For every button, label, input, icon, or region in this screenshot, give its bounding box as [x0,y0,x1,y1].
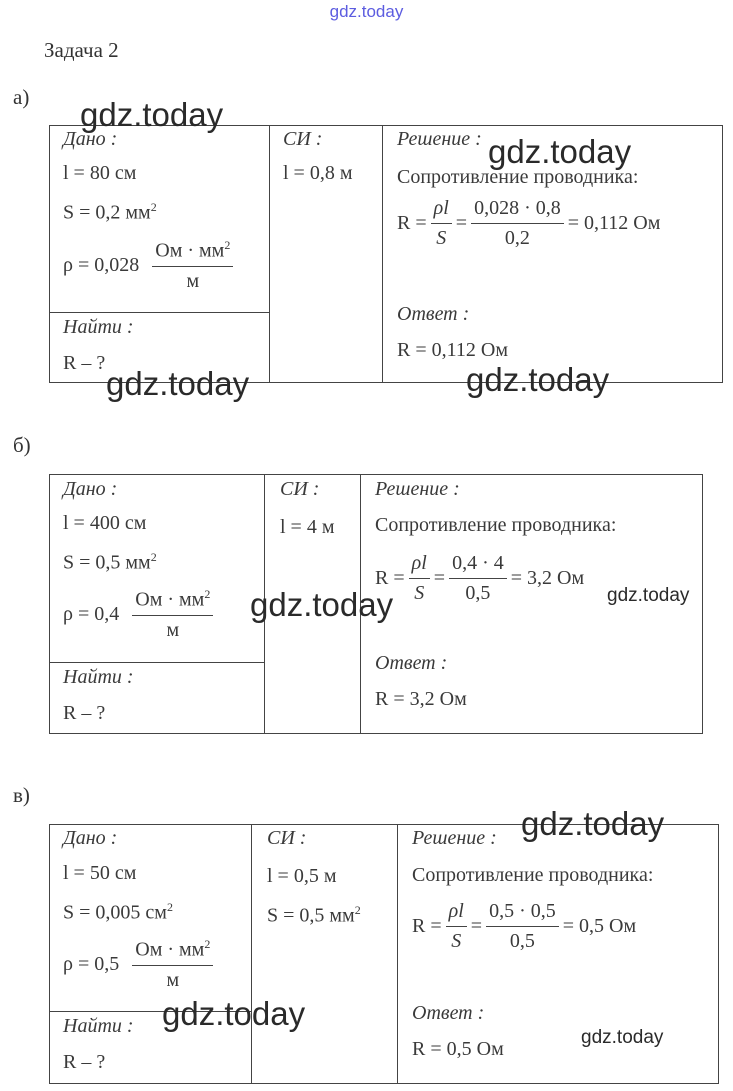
si-header: СИ : [280,478,320,500]
answer-value: R = 0,112 Ом [397,339,508,361]
find-header: Найти : [63,316,134,338]
answer-value: R = 3,2 Ом [375,688,467,710]
part-c-label: в) [13,783,30,807]
given-resistivity: ρ = 0,028 $\frac{Ом \cdot мм^2}{м}$ [63,238,233,293]
solution-formula: R = $\frac{\rho l}{S}$ = $\frac{0,5 \cdot 0,5}{0,5}$ = 0,5 Ом [412,900,637,952]
watermark: gdz.today [488,133,632,170]
given-area: S = 0,2 $мм^2$ [63,200,157,224]
find-header: Найти : [63,1015,134,1037]
answer-value: R = 0,5 Ом [412,1038,504,1060]
solution-text: Сопротивление проводника: [412,864,654,886]
find-header: Найти : [63,666,134,688]
watermark: gdz.today [250,586,394,623]
given-length: l = 400 см [63,512,147,534]
given-header: Дано : [63,478,118,500]
si-length: l = 0,8 м [283,162,353,184]
solution-formula: R = $\frac{\rho l}{S}$ = $\frac{0,028 \cdot 0,8}{0,2}$ = 0,112 Ом [397,197,661,249]
given-header: Дано : [63,827,118,849]
given-length: l = 80 см [63,162,137,184]
si-length: l = 0,5 м [267,865,337,887]
solution-text: Сопротивление проводника: [397,166,639,188]
find-value: R – ? [63,352,106,374]
solution-text: Сопротивление проводника: [375,514,617,536]
header-watermark[interactable]: gdz.today [329,2,404,21]
given-area: S = 0,5 $мм^2$ [63,550,157,574]
part-b-label: б) [13,433,31,457]
solution-header: Решение : [375,478,460,500]
watermark: gdz.today [106,365,250,402]
watermark: gdz.today [162,995,306,1032]
given-header: Дано : [63,128,118,150]
si-header: СИ : [267,827,307,849]
find-value: R – ? [63,1051,106,1073]
answer-header: Ответ : [375,652,448,674]
task-title: Задача 2 [44,38,119,62]
si-area: S = 0,5 $мм^2$ [267,903,361,927]
solution-header: Решение : [397,128,482,150]
si-length: l = 4 м [280,516,335,538]
answer-header: Ответ : [412,1002,485,1024]
answer-header: Ответ : [397,303,470,325]
watermark: gdz.today [607,585,690,606]
solution-header: Решение : [412,827,497,849]
watermark: gdz.today [581,1027,664,1048]
si-header: СИ : [283,128,323,150]
given-resistivity: ρ = 0,5 $\frac{Ом \cdot мм^2}{м}$ [63,937,213,992]
part-a-label: а) [13,85,30,109]
given-length: l = 50 см [63,862,137,884]
watermark: gdz.today [521,805,665,842]
given-resistivity: ρ = 0,4 $\frac{Ом \cdot мм^2}{м}$ [63,587,213,642]
watermark: gdz.today [80,96,224,133]
watermark: gdz.today [466,361,610,398]
solution-formula: R = $\frac{\rho l}{S}$ = $\frac{0,4 \cdot 4}{0,5}$ = 3,2 Ом [375,552,585,604]
find-value: R – ? [63,702,106,724]
given-area: S = 0,005 $см^2$ [63,900,173,924]
